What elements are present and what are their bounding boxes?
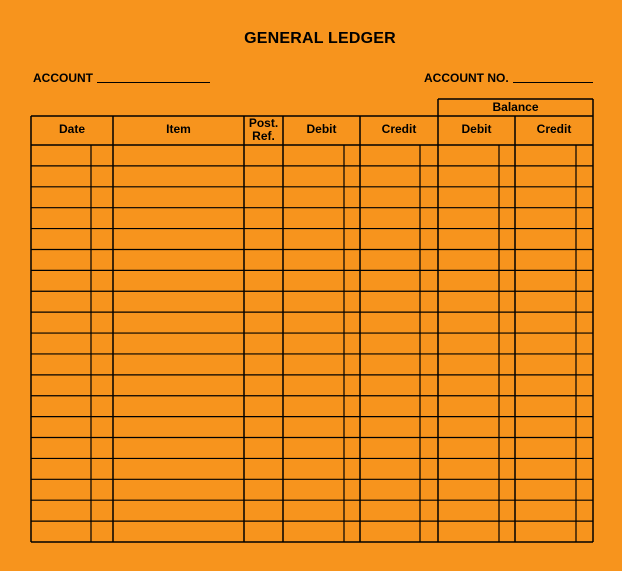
column-header-balance_debit: Debit bbox=[461, 122, 492, 136]
table-row[interactable] bbox=[31, 145, 593, 166]
table-row[interactable] bbox=[31, 166, 593, 187]
account-no-label: ACCOUNT NO. bbox=[424, 71, 509, 85]
table-row[interactable] bbox=[31, 291, 593, 312]
column-header-item: Item bbox=[166, 122, 191, 136]
column-header-credit: Credit bbox=[381, 122, 417, 136]
column-header-date: Date bbox=[58, 122, 86, 136]
column-header-debit: Debit bbox=[306, 122, 337, 136]
table-row[interactable] bbox=[31, 521, 593, 542]
table-row[interactable] bbox=[31, 479, 593, 500]
table-row[interactable] bbox=[31, 270, 593, 291]
table-row[interactable] bbox=[31, 312, 593, 333]
column-header-post_ref-line1: Post. bbox=[248, 116, 279, 130]
table-row[interactable] bbox=[31, 458, 593, 479]
table-row[interactable] bbox=[31, 208, 593, 229]
table-row[interactable] bbox=[31, 375, 593, 396]
table-row[interactable] bbox=[31, 417, 593, 438]
column-header-balance_credit: Credit bbox=[536, 122, 572, 136]
account-label: ACCOUNT bbox=[33, 71, 93, 85]
table-row[interactable] bbox=[31, 187, 593, 208]
table-row[interactable] bbox=[31, 396, 593, 417]
table-row[interactable] bbox=[31, 333, 593, 354]
table-row[interactable] bbox=[31, 229, 593, 250]
table-row[interactable] bbox=[31, 354, 593, 375]
table-row[interactable] bbox=[31, 500, 593, 521]
table-row[interactable] bbox=[31, 249, 593, 270]
balance-header: Balance bbox=[492, 100, 539, 114]
page-title: GENERAL LEDGER bbox=[244, 30, 396, 47]
column-header-post_ref-line2: Ref. bbox=[252, 129, 275, 143]
table-row[interactable] bbox=[31, 438, 593, 459]
